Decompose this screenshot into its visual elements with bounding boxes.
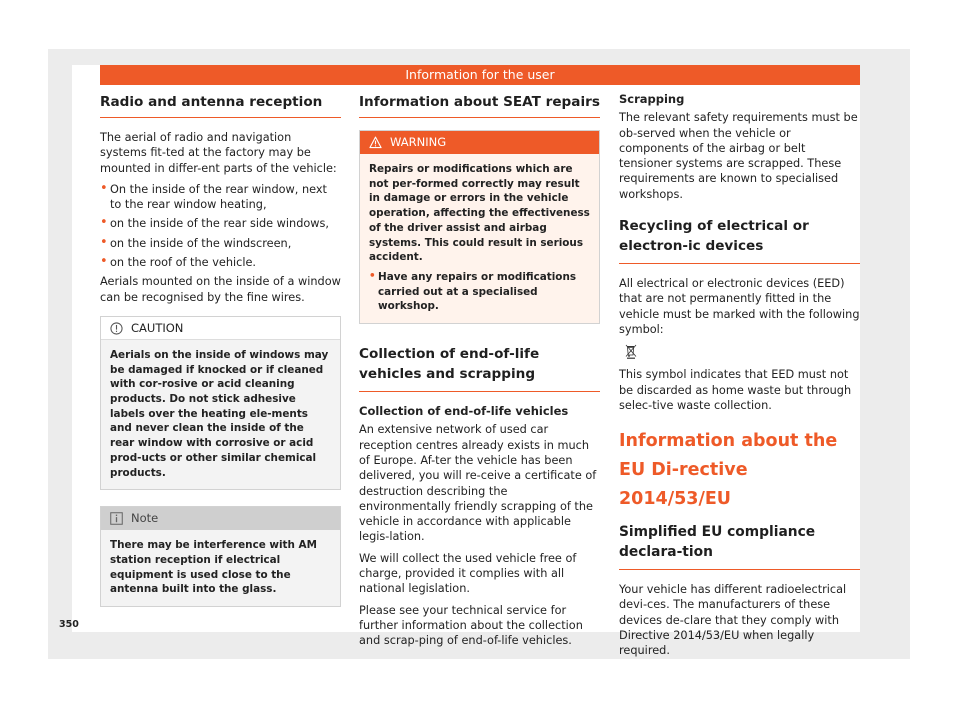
chapter-heading-eu: Information about the EU Di-rective 2014/53/EU: [619, 431, 838, 510]
paragraph-outro: Aerials mounted on the inside of a window can be recognised by the fine wires.: [100, 275, 341, 304]
column-2: [359, 92, 600, 654]
section-heading-collection: Collection of end-of-life vehicles and scrapping: [359, 344, 600, 392]
caution-text: Aerials on the inside of windows may be damaged if knocked or if cleaned with cor-rosive or acid cleaning products. Do not stick adhesive labels over the heating ele-ments and never clean the inside of the rear window with corrosive or acid prod-ucts or other similar chemical products.: [101, 340, 340, 489]
warning-text: Repairs or modifications which are not per-formed correctly may result in damage or errors in the vehicle operation, affecting the effectiveness of the driver assist and airbag systems. This could result in serious accident.: [369, 163, 590, 264]
section-heading-repairs: Information about SEAT repairs: [359, 92, 600, 118]
info-circle-icon: [110, 322, 123, 335]
column-1: [100, 92, 341, 623]
paragraph-scrapping: The relevant safety requirements must be ob-served when the vehicle or components of the airbag or belt tensioner systems are scrapped. These requirements are known to specialised workshops.: [619, 111, 858, 201]
info-icon: [110, 512, 123, 525]
warning-triangle-icon: [369, 136, 382, 149]
paragraph: We will collect the used vehicle free of charge, provided it complies with all national legislation.: [359, 551, 577, 596]
warning-label: WARNING: [390, 135, 447, 149]
page-number: 350: [59, 619, 79, 630]
note-text: There may be interference with AM station reception if electrical equipment is used close to the antenna built into the glass.: [101, 530, 340, 606]
paragraph-compliance: Your vehicle has different radioelectrical devi-ces. The manufacturers of these devices de-clare that they comply with Directive 2014/53/EU when legally required.: [619, 583, 847, 658]
paragraph-recycling: All electrical or electronic devices (EED) that are not permanently fitted in the vehicle must be marked with the following symbol:: [619, 277, 860, 336]
page-header: Information for the user: [100, 65, 860, 85]
list-item: • on the roof of the vehicle.: [100, 255, 341, 270]
column-3: [619, 92, 860, 665]
paragraph: Please see your technical service for further information about the collection and scrap-ping of end-of-life vehicles.: [359, 603, 583, 648]
warning-body: [360, 154, 599, 323]
caution-box: [100, 316, 341, 490]
list-item: • On the inside of the rear window, next to the rear window heating,: [100, 182, 341, 213]
caution-header: [101, 317, 340, 340]
note-header: [101, 507, 340, 530]
list-item: • on the inside of the rear side windows,: [100, 216, 341, 231]
crossed-out-wheelie-bin-icon: [625, 343, 637, 359]
warning-header: [360, 131, 599, 154]
paragraph-symbol: This symbol indicates that EED must not be discarded as home waste but through selec-tive waste collection.: [619, 368, 852, 412]
section-heading-recycling: Recycling of electrical or electron-ic devices: [619, 216, 860, 264]
subheading-collection: Collection of end-of-life vehicles: [359, 404, 569, 419]
caution-label: CAUTION: [131, 320, 184, 335]
subheading-scrapping: Scrapping: [619, 92, 685, 106]
warning-bullet: • Have any repairs or modifications carried out at a specialised workshop.: [369, 270, 590, 314]
warning-box: [359, 130, 600, 324]
paragraph-intro: The aerial of radio and navigation systems fit-ted at the factory may be mounted in differ-ent parts of the vehicle:: [100, 131, 337, 175]
list-item: • on the inside of the windscreen,: [100, 236, 341, 251]
note-label: Note: [131, 511, 159, 526]
paragraph: An extensive network of used car reception centres already exists in much of Europe. Af-ter the vehicle has been delivered, you will re-ceive a certificate of destruction describing the environmentally friendly scrapping of the vehicle in accordance with applicable legis-lation.: [359, 423, 597, 544]
note-box: [100, 506, 341, 607]
section-heading-radio: Radio and antenna reception: [100, 92, 341, 118]
section-heading-compliance: Simplified EU compliance declara-tion: [619, 522, 860, 570]
